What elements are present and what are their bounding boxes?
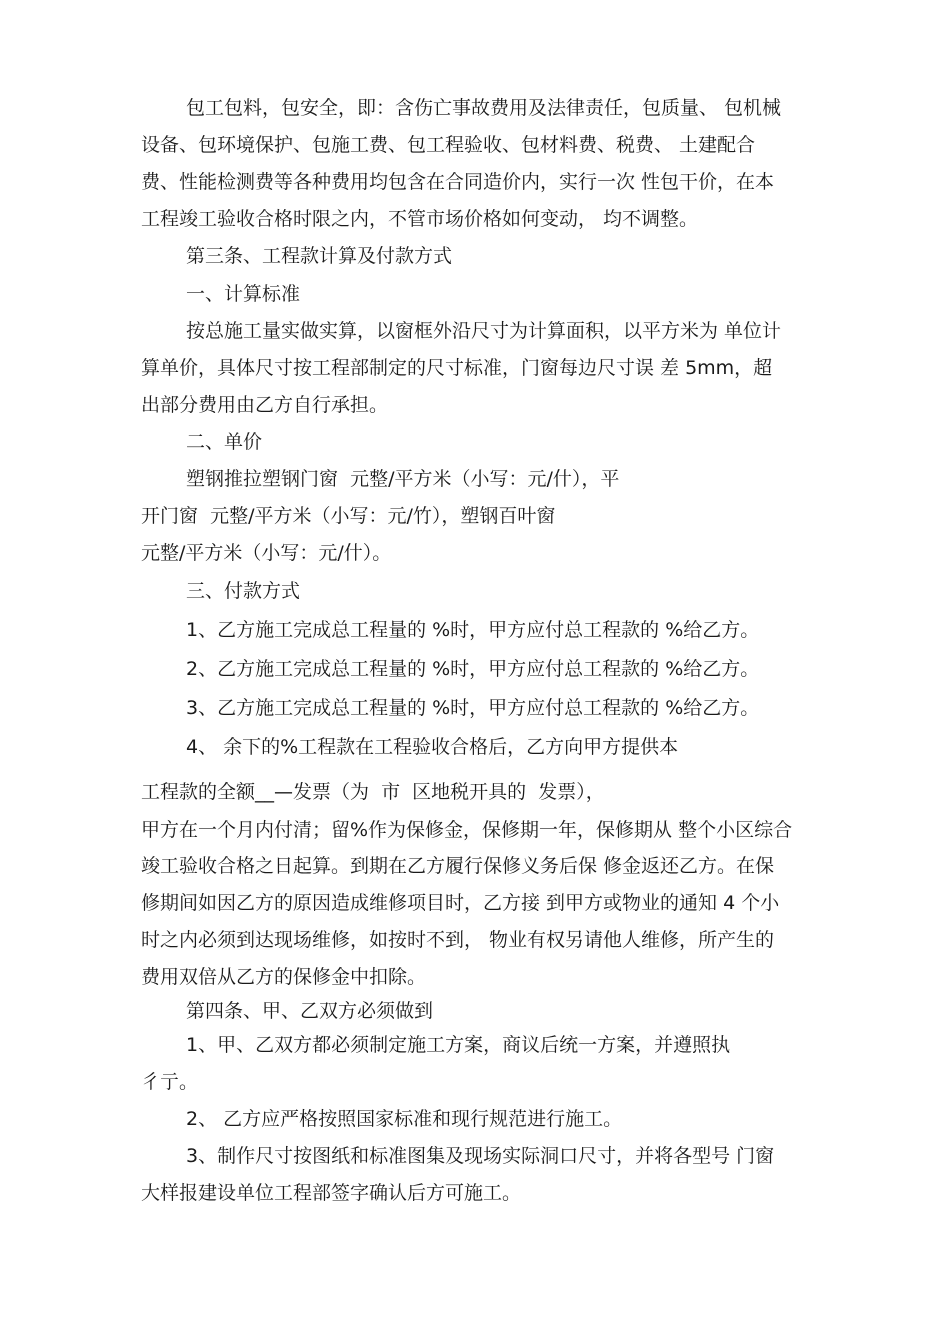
list-item: 4、 余下的%工程款在工程验收合格后，乙方向甲方提供本 [186,736,679,758]
paragraph-line: 大样报建设单位工程部签字确认后方可施工。 [141,1182,522,1204]
subsection-heading: 二、单价 [186,431,263,453]
paragraph-line: 费用双倍从乙方的保修金中扣除。 [141,966,427,988]
list-item: 3、乙方施工完成总工程量的 %时，甲方应付总工程款的 %给乙方。 [186,697,760,719]
subsection-heading: 一、计算标准 [186,283,301,305]
paragraph-line: 包工包料，包安全，即：含伤亡事故费用及法律责任，包质量、 包机械 [186,97,782,119]
paragraph-line: 算单价，具体尺寸按工程部制定的尺寸标准，门窗每边尺寸误 差 5mm，超 [141,357,773,379]
paragraph-line: 甲方在一个月内付清；留%作为保修金，保修期一年，保修期从 整个小区综合 [141,819,793,841]
paragraph-line: 按总施工量实做实算，以窗框外沿尺寸为计算面积，以平方米为 单位计 [186,320,782,342]
list-item: 1、乙方施工完成总工程量的 %时，甲方应付总工程款的 %给乙方。 [186,619,760,641]
paragraph-line: 元整/平方米（小写：元/什）。 [141,542,392,564]
paragraph-line: 彳亍。 [141,1071,199,1093]
paragraph-line: 出部分费用由乙方自行承担。 [141,394,389,416]
paragraph-line: 竣工验收合格之日起算。到期在乙方履行保修义务后保 修金返还乙方。在保 [141,855,775,877]
list-item: 2、乙方施工完成总工程量的 %时，甲方应付总工程款的 %给乙方。 [186,658,760,680]
paragraph-line: 修期间如因乙方的原因造成维修项目时，乙方接 到甲方或物业的通知 4 个小 [141,892,780,914]
paragraph-line: 塑钢推拉塑钢门窗 元整/平方米（小写：元/什），平 [186,468,620,490]
paragraph-line: 工程款的全额__—发票（为 市 区地税开具的 发票）， [141,781,605,803]
paragraph-line: 开门窗 元整/平方米（小写：元/竹），塑钢百叶窗 [141,505,556,527]
paragraph-line: 费、性能检测费等各种费用均包含在合同造价内，实行一次 性包干价，在本 [141,171,775,193]
paragraph-line: 设备、包环境保护、包施工费、包工程验收、包材料费、税费、 土建配合 [141,134,756,156]
subsection-heading: 三、付款方式 [186,580,301,602]
paragraph-line: 时之内必须到达现场维修，如按时不到， 物业有权另请他人维修，所产生的 [141,929,775,951]
list-item: 1、甲、乙双方都必须制定施工方案，商议后统一方案，并遵照执 [186,1034,731,1056]
list-item: 3、制作尺寸按图纸和标准图集及现场实际洞口尺寸，并将各型号 门窗 [186,1145,775,1167]
section-heading: 第四条、甲、乙双方必须做到 [186,1000,434,1022]
section-heading: 第三条、工程款计算及付款方式 [186,245,453,267]
paragraph-line: 工程竣工验收合格时限之内，不管市场价格如何变动， 均不调整。 [141,208,699,230]
list-item: 2、 乙方应严格按照国家标准和现行规范进行施工。 [186,1108,623,1130]
